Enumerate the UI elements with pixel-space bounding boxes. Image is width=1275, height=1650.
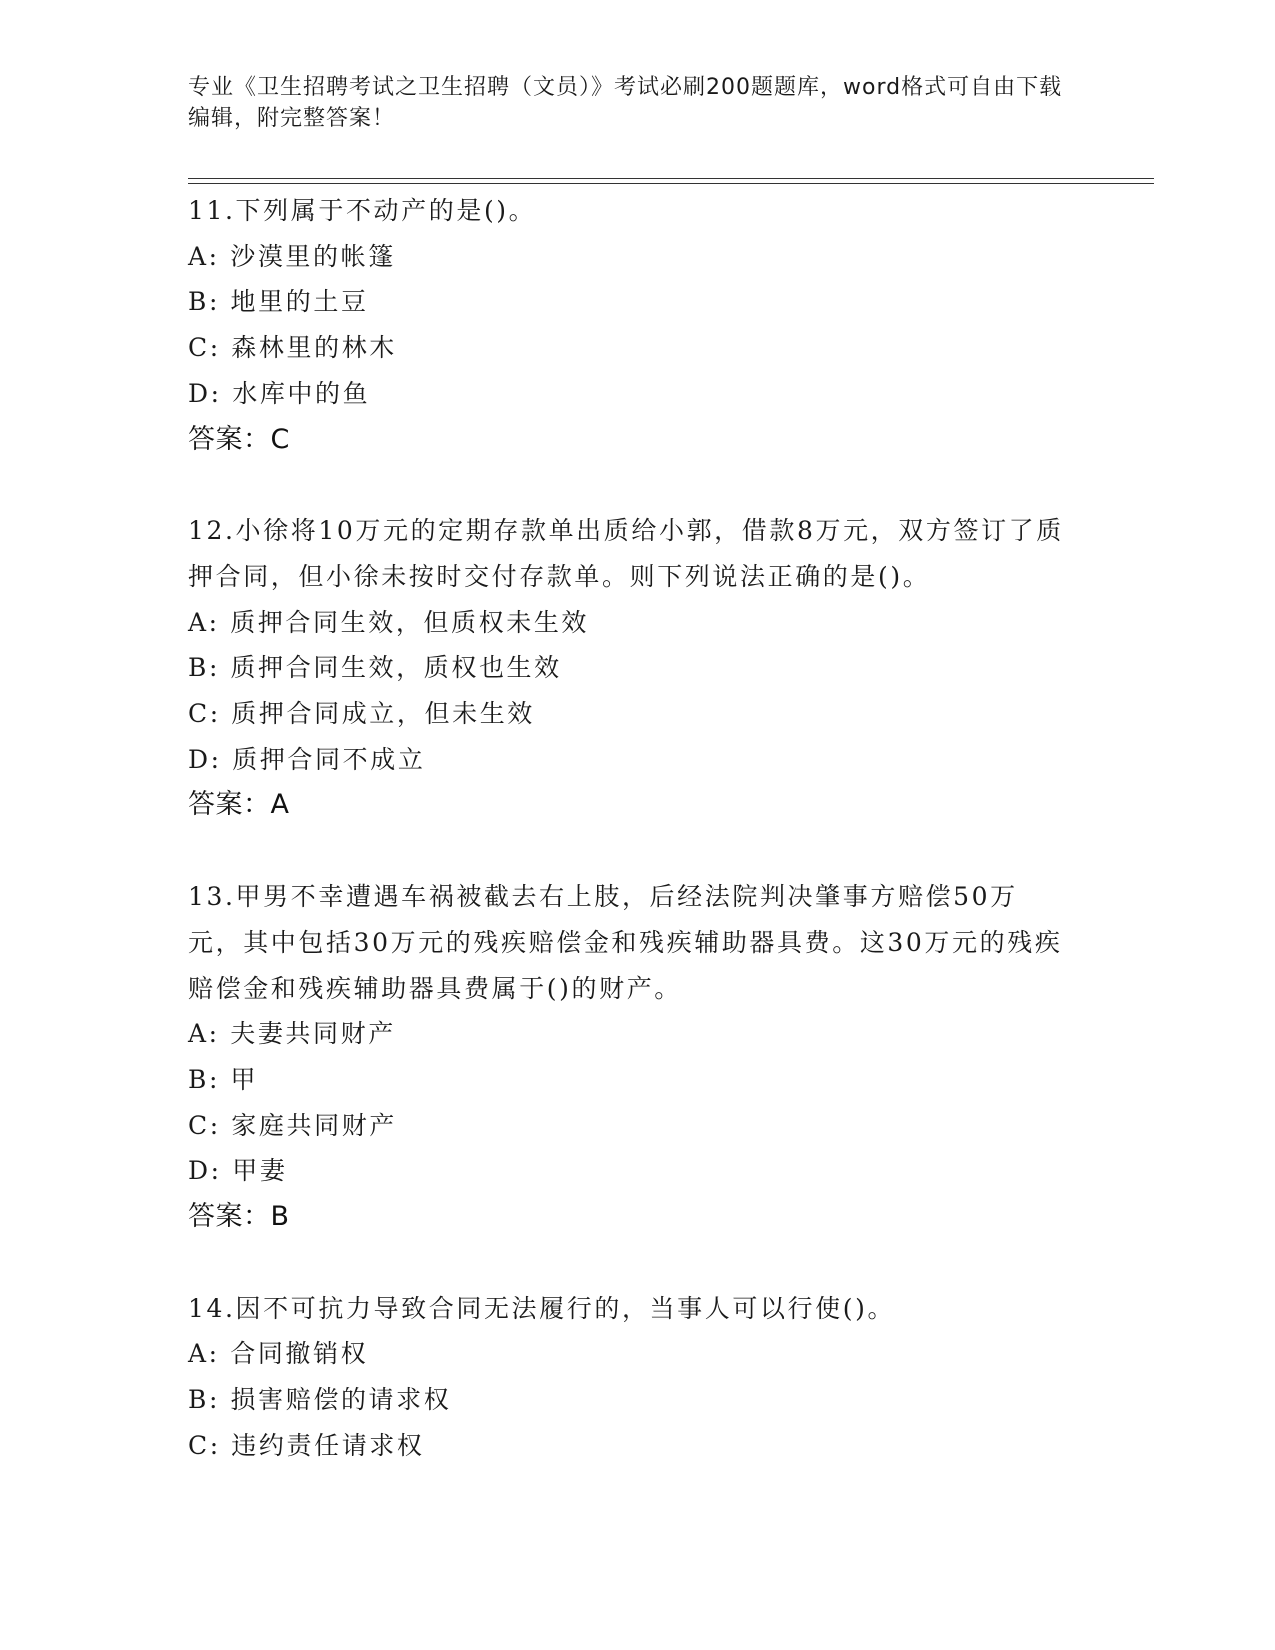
option-c: C: 森林里的林木 [188,333,397,363]
option-b: B: 质押合同生效，质权也生效 [188,653,562,683]
question-11 [188,188,1088,462]
question-stem: 12.小徐将10万元的定期存款单出质给小郭，借款8万元，双方签订了质押合同，但小徐未按时交付存款单。则下列说法正确的是()。 [188,516,1064,591]
option-a: A: 沙漠里的帐篷 [188,241,396,271]
option-a: A: 夫妻共同财产 [188,1019,396,1049]
option-d: D: 质押合同不成立 [188,744,426,774]
option-a: A: 质押合同生效，但质权未生效 [188,607,590,637]
option-b: B: 损害赔偿的请求权 [188,1385,452,1415]
question-14 [188,1286,1088,1469]
option-b: B: 地里的土豆 [188,287,369,317]
question-stem: 14.因不可抗力导致合同无法履行的，当事人可以行使()。 [188,1293,896,1323]
option-d: D: 水库中的鱼 [188,378,371,408]
question-spacer [188,1240,1088,1286]
option-b: B: 甲 [188,1064,259,1094]
question-stem: 13.甲男不幸遭遇车祸被截去右上肢，后经法院判决肇事方赔偿50万元，其中包括30万元的残疾赔偿金和残疾辅助器具费。这30万元的残疾赔偿金和残疾辅助器具费属于()的财产。 [188,882,1063,1003]
document-header: 专业《卫生招聘考试之卫生招聘（文员）》考试必刷200题题库，word格式可自由下载编辑，附完整答案！ [188,75,1063,131]
option-d: D: 甲妻 [188,1156,288,1186]
answer: 答案：A [188,789,290,821]
question-13 [188,874,1088,1240]
option-c: C: 违约责任请求权 [188,1430,425,1460]
question-list [188,188,1088,1469]
option-c: C: 质押合同成立，但未生效 [188,699,535,729]
option-c: C: 家庭共同财产 [188,1110,397,1140]
answer: 答案：C [188,423,290,455]
question-12 [188,508,1088,828]
question-spacer [188,462,1088,508]
option-a: A: 合同撤销权 [188,1339,369,1369]
header-rule-bottom [188,183,1154,184]
question-stem: 11.下列属于不动产的是()。 [188,196,537,225]
question-spacer [188,828,1088,874]
answer: 答案：B [188,1201,290,1233]
header-rule-top [188,178,1154,179]
